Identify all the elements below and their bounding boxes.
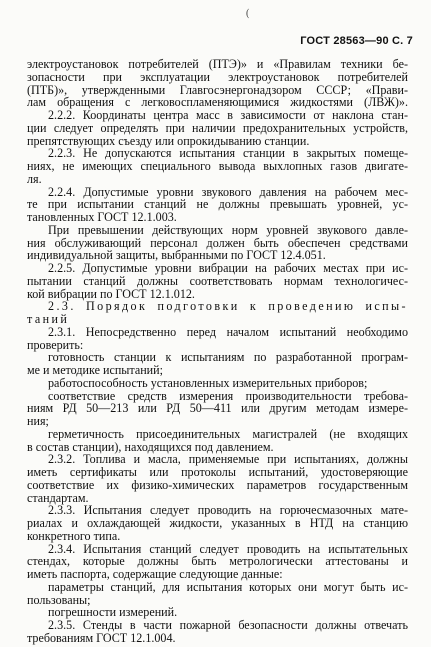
text-line: ниях, не имеющих специального вывода выхлопных газов двигате-	[27, 159, 408, 173]
text-line: таний	[27, 312, 70, 326]
text-line: пользованы;	[27, 592, 91, 607]
text-line: риалах и охлаждающей жидкости, указанных в НТД на станцию	[27, 516, 408, 530]
text-line: ниям РД 50—213 или РД 50—411 или другим методам измере-	[27, 401, 408, 416]
text-line: параметры станций, для испытания которых они могут быть ис-	[48, 579, 408, 594]
text-line: При превышении действующих норм уровней звукового давле-	[48, 222, 408, 237]
text-line: электроустановок потребителей (ПТЭ)» и «Правилам техники бе-	[27, 57, 408, 71]
text-line: проверить:	[27, 337, 84, 352]
text-line: ния;	[27, 414, 49, 428]
text-line: 2.2.3. Не допускаются испытания станции в закрытых помеще-	[48, 146, 408, 161]
text-line: 2.2.4. Допустимые уровни звукового давления на рабочем мес-	[48, 184, 408, 199]
text-line: работоспособность установленных измерительных приборов;	[48, 375, 368, 390]
text-line: соответствие их физико-химических параметров государственным	[27, 477, 408, 492]
text-line: ции следует определять при наличии предохранительных устройств,	[27, 120, 408, 135]
text-line: тановленных ГОСТ 12.1.003.	[27, 210, 177, 224]
text-line: препятствующих съезду или опрокидыванию станции.	[27, 133, 310, 148]
text-line: 2.3. Порядок подготовки к проведению испы-	[48, 299, 408, 314]
text-line: ля.	[27, 171, 42, 186]
text-line: лам обращения с легковоспламеняющимися жидкостями (ЛВЖ)».	[27, 95, 408, 110]
text-line: герметичность присоединительных магистралей (не входящих	[48, 426, 408, 441]
page-header: ГОСТ 28563—90 С. 7	[300, 35, 413, 47]
text-line: 2.2.5. Допустимые уровни вибрации на рабочих местах при ис-	[48, 261, 408, 275]
text-line: требованиям ГОСТ 12.1.004.	[27, 630, 176, 645]
text-line: ния обслуживающий персонал должен быть обеспечен средствами	[27, 235, 408, 250]
text-line: те при испытании станций не должны превышать уровней, ус-	[27, 197, 408, 212]
text-line: ме и методике испытаний;	[27, 363, 163, 377]
text-line: 2.3.4. Испытания станций следует проводить на испытательных	[48, 541, 408, 556]
text-line: иметь паспорта, содержащие следующие данные:	[27, 567, 283, 581]
text-line: стендах, которые должны быть метрологически аттестованы и	[27, 554, 408, 569]
text-line: 2.3.5. Стенды в части пожарной безопасности должны отвечать	[48, 618, 408, 632]
text-line: зопасности при эксплуатации электроустановок потребителей	[27, 69, 408, 84]
text-line: 2.3.1. Непосредственно перед началом испытаний необходимо	[48, 324, 408, 339]
text-line: конкретного типа.	[27, 528, 121, 543]
document-body	[27, 58, 408, 645]
text-line: (ПТБ)», утвержденными Главгосэнергонадзором СССР; «Прави-	[27, 82, 408, 97]
text-line: индивидуальной защиты, выбранными по ГОСТ 12.4.051.	[27, 248, 326, 263]
top-mark: (	[246, 8, 250, 19]
text-line: иметь сертификаты или протоколы испытаний, удостоверяющие	[27, 465, 408, 479]
text-line: 2.3.3. Испытания следует проводить на горючесмазочных мате-	[48, 503, 408, 518]
text-line: в состав станции), находящихся под давлением.	[27, 439, 274, 454]
text-line: кой вибрации по ГОСТ 12.1.012.	[27, 286, 195, 301]
text-line: готовность станции к испытаниям по разработанной програм-	[48, 350, 408, 365]
text-line: пытании станций должны соответствовать нормам технологичес-	[27, 273, 408, 288]
text-line: 2.2.2. Координаты центра масс в зависимости от наклона стан-	[48, 108, 408, 122]
text-line: стандартам.	[27, 490, 89, 505]
text-line: погрешности измерений.	[48, 605, 178, 620]
text-line: соответствие средств измерения производительности требова-	[48, 388, 408, 403]
text-line: 2.3.2. Топлива и масла, применяемые при испытаниях, должны	[48, 452, 408, 467]
